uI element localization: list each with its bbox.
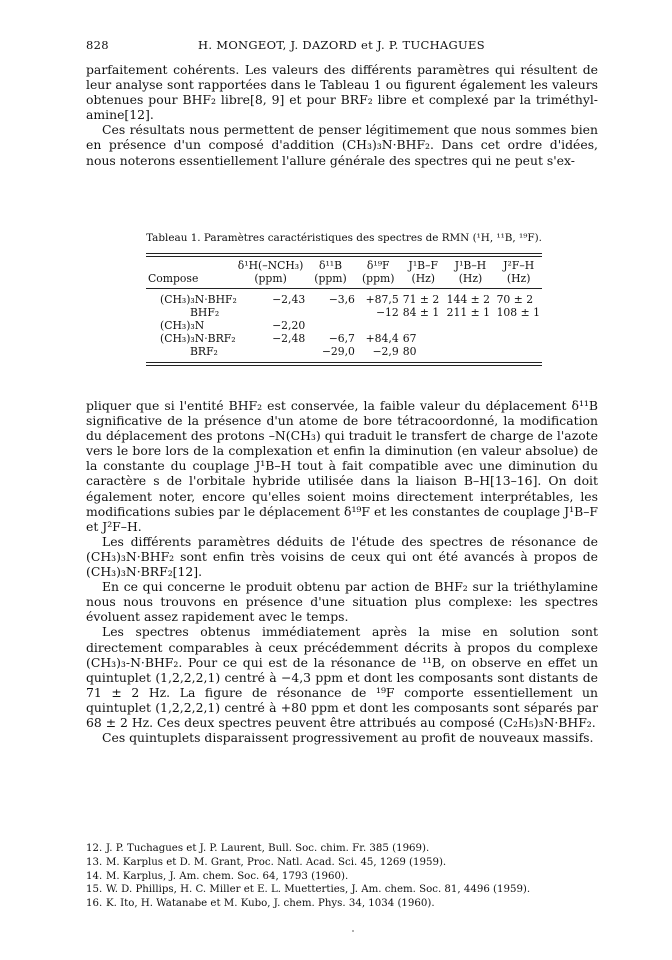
table-cell: 80 [402, 345, 417, 358]
table-cell: −29,0 [321, 345, 355, 358]
reference-number: 14. [86, 870, 103, 882]
lower-body-text [86, 398, 598, 745]
table-row [146, 345, 542, 358]
nmr-parameter-table-body [146, 289, 542, 358]
table-cell: BHF₂ [190, 306, 220, 319]
table-caption: Tableau 1. Paramètres caractéristiques des spectres de RMN (¹H, ¹¹B, ¹⁹F). [146, 232, 542, 244]
table-cell: (CH₃)₃N·BHF₂ [160, 293, 237, 306]
speck [352, 930, 354, 932]
table-cell [401, 319, 445, 332]
table-header-cell: (ppm) [314, 272, 347, 285]
table-cell: 108 ± 1 [496, 306, 540, 319]
table-row [146, 306, 542, 319]
table-body [146, 289, 542, 358]
table-header-row-bottom [146, 272, 542, 285]
reference-text: J. P. Tuchagues et J. P. Laurent, Bull. Soc. chim. Fr. 385 (1969). [106, 843, 430, 854]
reference-number: 13. [86, 856, 103, 868]
reference-number: 15. [86, 884, 103, 896]
table-cell: 67 [402, 332, 417, 345]
table-header-cell: Compose [148, 272, 199, 285]
paragraph-3: pliquer que si l'entité BHF₂ est conservée, la faible valeur du déplacement δ¹¹B significative de la présence d'un atome de bore tétracoordonné, la modification du déplacement des protons –N(CH₃) qui traduit le transfert de charge de l'azote vers le bore lors de la complexation et enfin la diminution (en valeur absolue) de la constante du couplage J¹B–H tout à fait compatible avec une diminution du caractère s de l'orbitale hybride utilisée dans la liaison B–H[13–16]. On doit également noter, encore qu'elles soient moins directement interprétables, les modifications subies par le déplacement δ¹⁹F et les constantes de couplage J¹B–F et J²F–H. [86, 398, 598, 534]
table-cell: −6,7 [328, 332, 355, 345]
reference-text: W. D. Phillips, H. C. Miller et E. L. Muetterties, J. Am. chem. Soc. 81, 4496 (1959). [106, 884, 531, 896]
table-cell: +87,5 [365, 293, 399, 306]
table-header-cell: δ¹⁹F [366, 259, 390, 272]
table-cell [242, 345, 307, 358]
table-header-cell: (Hz) [411, 272, 436, 285]
reference-item [86, 856, 598, 870]
reference-item [86, 870, 598, 884]
table-cell [445, 332, 495, 345]
table-cell [495, 345, 542, 358]
table-row [146, 319, 542, 332]
table-cell [445, 345, 495, 358]
table-bottom-rule [146, 362, 542, 366]
table-cell: 84 ± 1 [402, 306, 440, 319]
table-header-cell: δ¹H(–NCH₃) [237, 259, 304, 272]
table-cell: −12 [375, 306, 399, 319]
upper-body-text [86, 62, 598, 168]
reference-number: 16. [86, 898, 103, 910]
table-header-cell: J²F–H [503, 259, 535, 272]
table-cell: 70 ± 2 [496, 293, 534, 306]
table-header-cell: δ¹¹B [318, 259, 343, 272]
table-header-cell: (ppm) [254, 272, 287, 285]
table-header-cell [146, 257, 236, 272]
table-header-cell: J¹B–F [408, 259, 438, 272]
table-cell: 71 ± 2 [402, 293, 440, 306]
paragraph-7: Ces quintuplets disparaissent progressivement au profit de nouveaux massifs. [102, 730, 594, 746]
table-cell: −2,9 [372, 345, 399, 358]
paragraph-6: Les spectres obtenus immédiatement après la mise en solution sont directement comparables à ceux précédemment décrits à propos du complexe (CH₃)₃-N·BHF₂. Pour ce qui est de la résonance de ¹¹B, on observe en effet un quintuplet (1,2,2,2,1) centré à −4,3 ppm et dont les composants sont distants de 71 ± 2 Hz. La figure de résonance de ¹⁹F comporte essentiellement un quintuplet (1,2,2,2,1) centré à +80 ppm et dont les composants sont séparés par 68 ± 2 Hz. Ces deux spectres peuvent être attribués au composé (C₂H₅)₃N·BHF₂. [86, 624, 598, 730]
table-cell: −2,48 [272, 332, 306, 345]
table-cell [357, 319, 401, 332]
table-cell: BRF₂ [190, 345, 218, 358]
table-cell [307, 319, 357, 332]
table-row [146, 289, 542, 306]
reference-item [86, 842, 598, 856]
table-header-cell: (Hz) [506, 272, 531, 285]
nmr-parameter-table [146, 257, 542, 285]
table-cell: −2,43 [272, 293, 306, 306]
table-row [146, 332, 542, 345]
table-cell [495, 319, 542, 332]
reference-number: 12. [86, 843, 103, 854]
reference-text: M. Karplus, J. Am. chem. Soc. 64, 1793 (1960). [106, 870, 349, 882]
paragraph-5: En ce qui concerne le produit obtenu par action de BHF₂ sur la triéthylamine nous nous trouvons en présence d'une situation plus complexe: les spectres évoluent assez rapidement avec le temps. [86, 579, 598, 625]
table-cell: (CH₃)₃N·BRF₂ [160, 332, 236, 345]
reference-item [86, 897, 598, 911]
table-cell: +84,4 [365, 332, 399, 345]
reference-text: M. Karplus et D. M. Grant, Proc. Natl. Acad. Sci. 45, 1269 (1959). [106, 856, 447, 868]
table-1 [146, 232, 542, 366]
table-header-cell: J¹B–H [454, 259, 487, 272]
references-list [86, 842, 598, 911]
reference-item [86, 883, 598, 897]
table-cell: −2,20 [272, 319, 306, 332]
running-header-authors: H. MONGEOT, J. DAZORD et J. P. TUCHAGUES [198, 38, 485, 52]
table-cell: (CH₃)₃N [160, 319, 205, 332]
table-cell: 211 ± 1 [446, 306, 491, 319]
paragraph-1: parfaitement cohérents. Les valeurs des différents paramètres qui résultent de leur analyse sont rapportées dans le Tableau 1 ou figurent également les valeurs obtenues pour BHF₂ libre[8, 9] et pour BRF₂ libre et complexé par la triméthyl-amine[12]. [86, 62, 598, 123]
table-cell [445, 319, 495, 332]
table-cell: −3,6 [328, 293, 355, 306]
table-header-cell: (ppm) [361, 272, 395, 285]
table-cell [307, 306, 357, 319]
table-header-row-top [146, 257, 542, 272]
table-cell: 144 ± 2 [446, 293, 491, 306]
table-header-cell: (Hz) [458, 272, 483, 285]
paragraph-2: Ces résultats nous permettent de penser légitimement que nous sommes bien en présence d'un composé d'addition (CH₃)₃N·BHF₂. Dans cet ordre d'idées, nous noterons essentiellement l'allure générale des spectres qui ne peut s'ex- [86, 122, 598, 168]
paragraph-4: Les différents paramètres déduits de l'étude des spectres de résonance de (CH₃)₃N·BHF₂ sont enfin très voisins de ceux qui ont été avancés à propos de (CH₃)₃N·BRF₂[12]. [86, 533, 598, 580]
table-cell [495, 332, 542, 345]
table-cell [242, 306, 307, 319]
reference-text: K. Ito, H. Watanabe et M. Kubo, J. chem. Phys. 34, 1034 (1960). [106, 898, 435, 910]
page-number: 828 [86, 38, 109, 52]
